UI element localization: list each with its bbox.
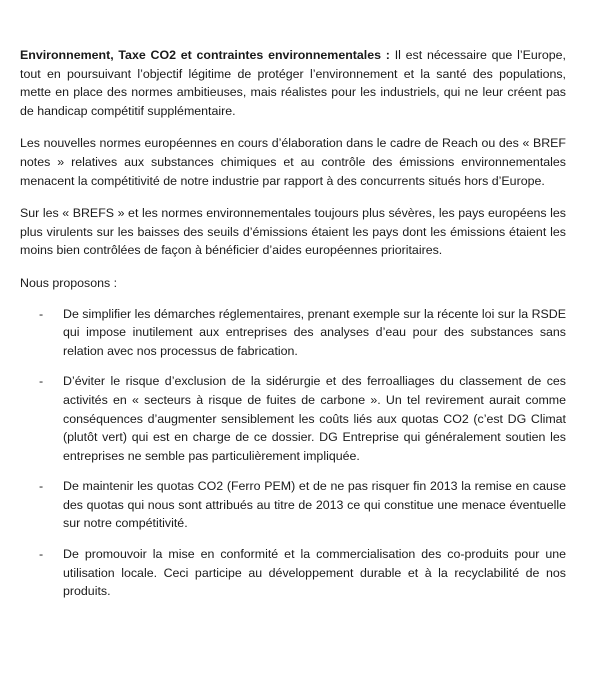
- paragraph-environment: [20, 46, 566, 120]
- paragraph-heading: Environnement, Taxe CO2 et contraintes environnementales :: [20, 48, 390, 62]
- bullet-dash: -: [39, 547, 44, 562]
- list-item-text: De promouvoir la mise en conformité et la commercialisation des co-produits pour une utilisation locale. Ceci participe au développement durable et à la recyclabilité de nos produits.: [63, 547, 566, 599]
- list-item-text: De simplifier les démarches réglementaires, prenant exemple sur la récente loi sur la RSDE qui impose inutilement aux entreprises des analyses d’eau pour des substances sans relation avec nos processus de fabrication.: [63, 306, 566, 358]
- paragraph-brefs: Sur les « BREFS » et les normes environnementales toujours plus sévères, les pays européens les plus virulents sur les baisses des seuils d’émissions étaient les pays dont les émissions étaient les moins bien contrôlées de façon à bénéficier d’aides européennes prioritaires.: [20, 206, 566, 258]
- paragraph-text: Il est nécessaire que l’Europe, tout en poursuivant l’objectif légitime de protéger l’environnement et la santé des populations, mette en place des normes ambitieuses, mais réalistes pour les industriels, qui ne leur créent pas de handicap compétitif supplémentaire.: [20, 48, 566, 118]
- list-item-text: De maintenir les quotas CO2 (Ferro PEM) et de ne pas risquer fin 2013 la remise en cause des quotas qui nous sont attribués au titre de 2013 ce qui constitue une menace éventuelle sur notre compétitivité.: [63, 479, 566, 531]
- list-item: [20, 372, 566, 465]
- paragraph-reach-norms: Les nouvelles normes européennes en cours d’élaboration dans le cadre de Reach ou des « BREF notes » relatives aux substances chimiques et au contrôle des émissions environnementales menacent la compétitivité de notre industrie par rapport à des concurrents situés hors d’Europe.: [20, 136, 566, 188]
- bullet-dash: -: [39, 306, 44, 321]
- bullet-dash: -: [39, 479, 44, 494]
- bullet-dash: -: [39, 374, 44, 389]
- list-item: [20, 305, 566, 361]
- list-item: [20, 545, 566, 601]
- proposals-intro: Nous proposons :: [20, 275, 118, 290]
- list-item-text: D’éviter le risque d’exclusion de la sidérurgie et des ferroalliages du classement de ces activités en « secteurs à risque de fuites de carbone ». Un tel revirement aurait comme conséquences d’augmenter sensiblement les coûts liés aux quotas CO2 (c’est DG Climat (plutôt vert) qui est en charge de ce dossier. DG Entreprise qui généralement soutien les entreprises ne semble pas particulièrement impliquée.: [63, 374, 566, 463]
- proposals-list: [20, 305, 566, 601]
- list-item: [20, 477, 566, 533]
- document-body: [20, 46, 566, 613]
